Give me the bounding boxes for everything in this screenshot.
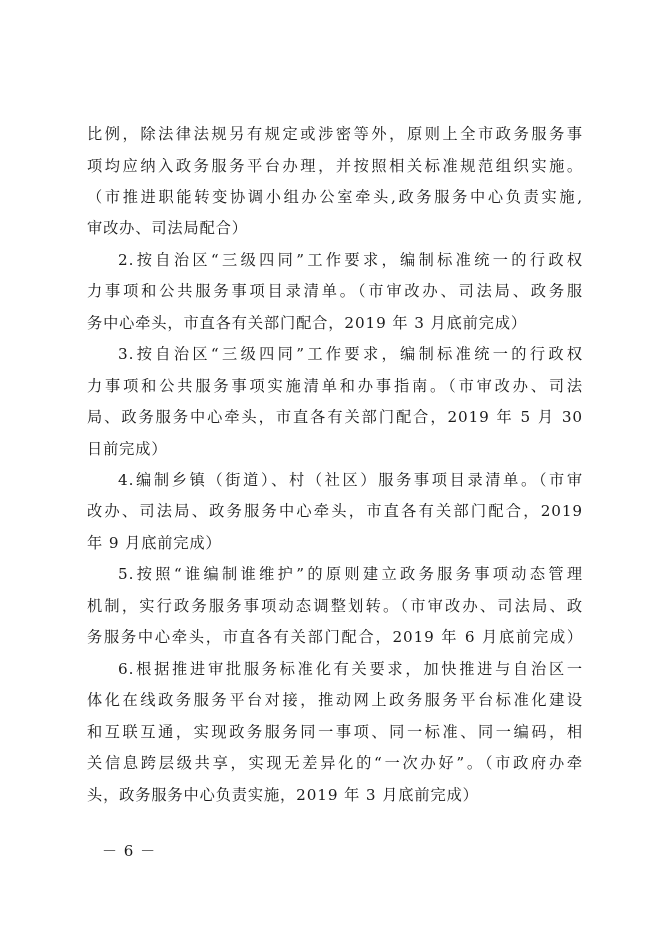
text-line: 项均应纳入政务服务平台办理，并按照相关标准规范组织实施。 (87, 157, 583, 175)
text-line: 2.按自治区“三级四同”工作要求，编制标准统一的行政权 (118, 251, 583, 269)
text-line: 审改办、司法局配合） (87, 219, 248, 237)
text-line: 务中心牵头，市直各有关部门配合，2019 年 3 月底前完成） (87, 314, 528, 332)
text-line: 日前完成） (87, 440, 168, 458)
text-line: 力事项和公共服务事项目录清单。（市审改办、司法局、政务服 (87, 282, 583, 300)
text-line: 3.按自治区“三级四同”工作要求，编制标准统一的行政权 (118, 345, 583, 363)
text-line: 比例，除法律法规另有规定或涉密等外，原则上全市政务服务事 (87, 125, 583, 143)
text-line: 和互联互通，实现政务服务同一事项、同一标准、同一编码，相 (87, 723, 583, 741)
text-line: 体化在线政务服务平台对接，推动网上政务服务平台标准化建设 (87, 691, 583, 709)
text-line: 务服务中心牵头，市直各有关部门配合，2019 年 6 月底前完成） (87, 628, 583, 646)
text-line: 关信息跨层级共享，实现无差异化的“一次办好”。（市政府办牵 (87, 754, 583, 772)
text-line: 6.根据推进审批服务标准化有关要求，加快推进与自治区一 (118, 660, 583, 678)
text-line: 5.按照“谁编制谁维护”的原则建立政务服务事项动态管理 (118, 565, 583, 583)
text-line: 局、政务服务中心牵头，市直各有关部门配合，2019 年 5 月 30 (87, 408, 583, 426)
text-line: 头，政务服务中心负责实施，2019 年 3 月底前完成） (87, 786, 479, 804)
text-line: 改办、司法局、政务服务中心牵头，市直各有关部门配合，2019 (87, 502, 583, 520)
text-line: 年 9 月底前完成） (87, 534, 222, 552)
text-line: （市推进职能转变协调小组办公室牵头,政务服务中心负责实施, (87, 188, 583, 206)
text-line: 机制，实行政务服务事项动态调整划转。（市审改办、司法局、政 (87, 597, 583, 615)
page-number: － 6 － (102, 842, 157, 860)
text-line: 4.编制乡镇（街道）、村（社区）服务事项目录清单。（市审 (118, 471, 583, 489)
text-line: 力事项和公共服务事项实施清单和办事指南。（市审改办、司法 (87, 377, 583, 395)
